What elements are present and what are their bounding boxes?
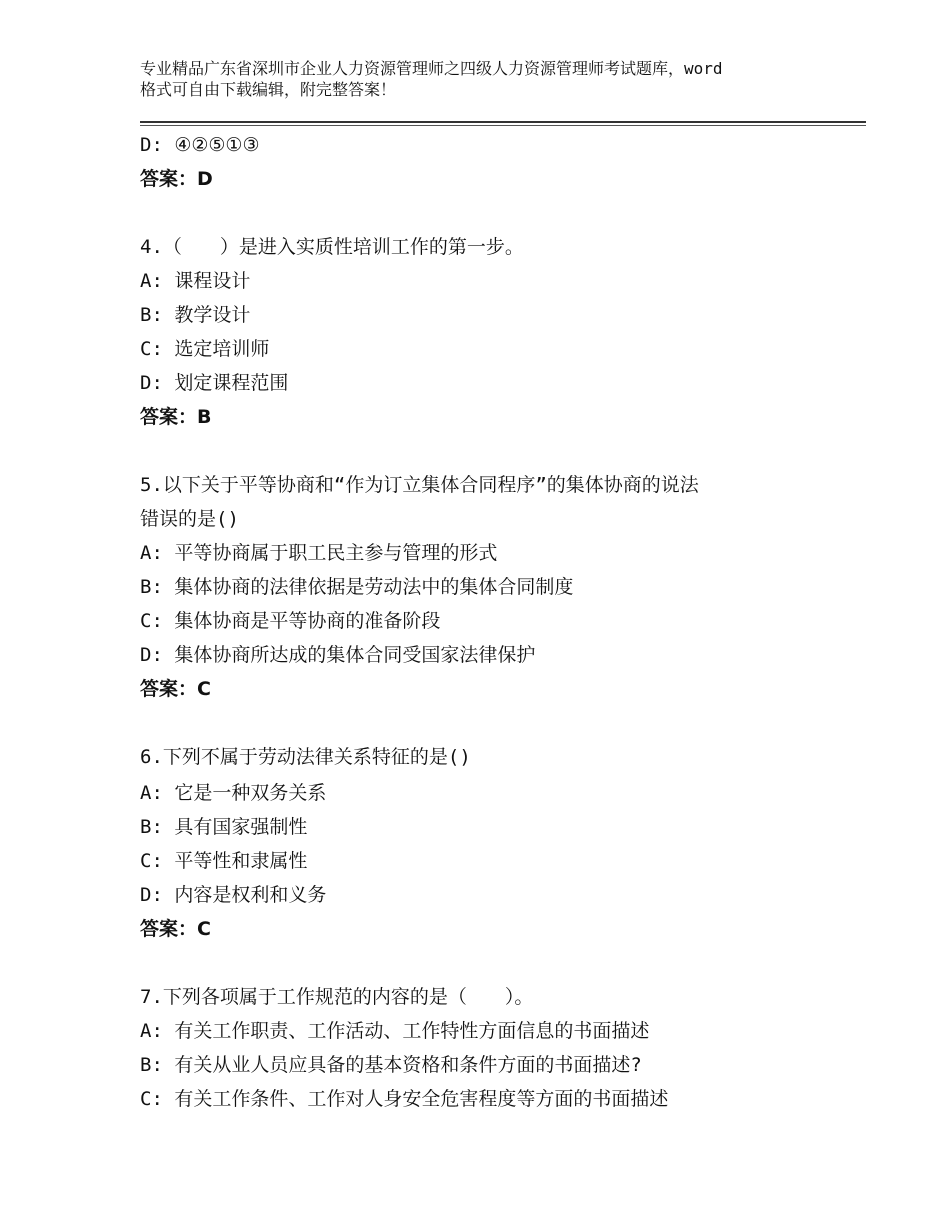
q5-option-b: B: 集体协商的法律依据是劳动法中的集体合同制度	[140, 576, 574, 598]
header-divider-thin	[140, 125, 866, 126]
q4-option-b: B: 教学设计	[140, 304, 251, 326]
q7-option-b: B: 有关从业人员应具备的基本资格和条件方面的书面描述?	[140, 1054, 642, 1076]
q6-stem: 6.下列不属于劳动法律关系特征的是()	[140, 746, 471, 768]
q6-option-a: A: 它是一种双务关系	[140, 782, 327, 804]
q4-stem: 4.（ ）是进入实质性培训工作的第一步。	[140, 236, 524, 258]
q6-option-b: B: 具有国家强制性	[140, 816, 308, 838]
q5-answer: 答案：C	[140, 678, 211, 700]
q4-option-d: D: 划定课程范围	[140, 372, 289, 394]
q7-option-a: A: 有关工作职责、工作活动、工作特性方面信息的书面描述	[140, 1020, 650, 1042]
header-title-line-2: 格式可自由下载编辑，附完整答案！	[140, 80, 397, 99]
q7-stem: 7.下列各项属于工作规范的内容的是（ ）。	[140, 986, 534, 1008]
q5-option-c: C: 集体协商是平等协商的准备阶段	[140, 610, 441, 632]
q5-option-d: D: 集体协商所达成的集体合同受国家法律保护	[140, 644, 536, 666]
q5-stem-line-2: 错误的是()	[140, 508, 239, 530]
header-title-line-1: 专业精品广东省深圳市企业人力资源管理师之四级人力资源管理师考试题库，word	[140, 59, 723, 78]
q7-option-c: C: 有关工作条件、工作对人身安全危害程度等方面的书面描述	[140, 1088, 669, 1110]
header-divider-thick	[140, 121, 866, 123]
q4-option-c: C: 选定培训师	[140, 338, 270, 360]
prev-answer: 答案：D	[140, 168, 213, 190]
q6-option-c: C: 平等性和隶属性	[140, 850, 308, 872]
q5-stem-line-1: 5.以下关于平等协商和“作为订立集体合同程序”的集体协商的说法	[140, 474, 699, 496]
q6-answer: 答案：C	[140, 918, 211, 940]
prev-option-d: D: ④②⑤①③	[140, 134, 260, 156]
q5-option-a: A: 平等协商属于职工民主参与管理的形式	[140, 542, 498, 564]
q6-option-d: D: 内容是权利和义务	[140, 884, 327, 906]
document-header	[140, 58, 830, 100]
q4-option-a: A: 课程设计	[140, 270, 251, 292]
q4-answer: 答案：B	[140, 406, 212, 428]
